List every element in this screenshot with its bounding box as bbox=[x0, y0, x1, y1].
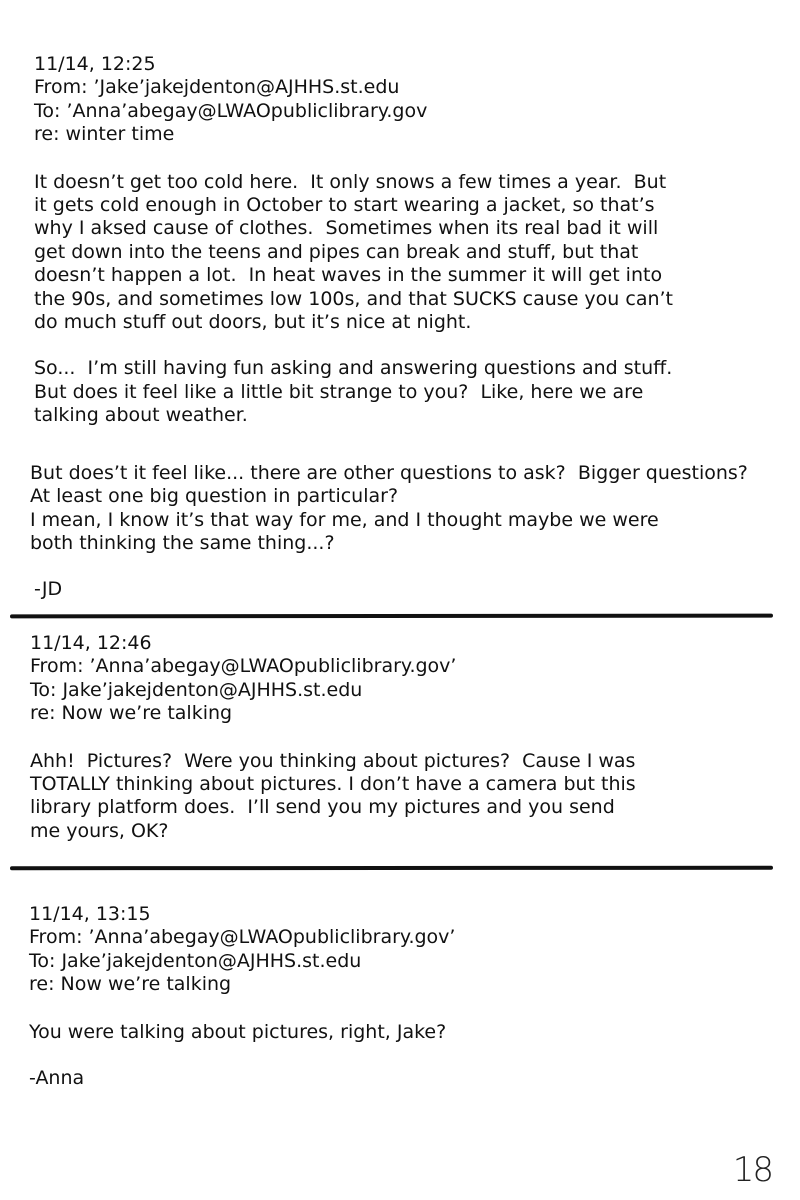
body-line: me yours, OK? bbox=[30, 819, 169, 842]
email-headers bbox=[29, 903, 455, 997]
body-line: At least one big question in particular? bbox=[30, 485, 399, 508]
body-line: get down into the teens and pipes can break and stuff, but that bbox=[34, 240, 639, 263]
body-line: TOTALLY thinking about pictures. I don’t have a camera but this bbox=[30, 773, 636, 796]
body-line: But does’t it feel like... there are other questions to ask? Bigger questions? bbox=[30, 461, 748, 484]
panel-divider bbox=[10, 614, 773, 619]
email-headers bbox=[30, 632, 636, 726]
body-line: why I aksed cause of clothes. Sometimes when its real bad it will bbox=[34, 217, 659, 240]
email-signature: -JD bbox=[34, 578, 63, 601]
email-subject: re: Now we’re talking bbox=[30, 702, 233, 725]
body-line: both thinking the same thing...? bbox=[30, 531, 335, 554]
email-from: From: ’Anna’abegay@LWAOpubliclibrary.gov’ bbox=[30, 655, 457, 678]
email-paragraph bbox=[34, 357, 748, 427]
body-line: But does it feel like a little bit strange to you? Like, here we are bbox=[34, 380, 644, 403]
email-paragraph bbox=[30, 750, 636, 844]
email-message-3 bbox=[29, 903, 455, 1090]
body-line: do much stuff out doors, but it’s nice at night. bbox=[34, 311, 472, 334]
email-to: To: Jake’jakejdenton@AJHHS.st.edu bbox=[30, 678, 363, 701]
email-to: To: Jake’jakejdenton@AJHHS.st.edu bbox=[29, 949, 362, 972]
email-message-2 bbox=[30, 632, 636, 866]
body-line: It doesn’t get too cold here. It only snows a few times a year. But bbox=[34, 170, 667, 193]
email-subject: re: winter time bbox=[34, 123, 175, 146]
body-line: the 90s, and sometimes low 100s, and that SUCKS cause you can’t bbox=[34, 287, 674, 310]
email-signature: -Anna bbox=[29, 1067, 85, 1090]
email-paragraph bbox=[29, 1021, 455, 1044]
body-line: So... I’m still having fun asking and answering questions and stuff. bbox=[34, 357, 673, 380]
body-line: it gets cold enough in October to start wearing a jacket, so that’s bbox=[34, 194, 655, 217]
email-headers bbox=[34, 53, 748, 147]
body-line: Ahh! Pictures? Were you thinking about pictures? Cause I was bbox=[30, 749, 636, 772]
email-message-1 bbox=[30, 53, 748, 602]
email-timestamp: 11/14, 12:46 bbox=[30, 632, 152, 654]
body-line: You were talking about pictures, right, Jake? bbox=[29, 1020, 447, 1043]
page-number: 18 bbox=[732, 1150, 772, 1190]
body-line: I mean, I know it’s that way for me, and I thought maybe we were bbox=[30, 508, 659, 531]
email-from: From: ’Anna’abegay@LWAOpubliclibrary.gov’ bbox=[29, 926, 456, 949]
email-timestamp: 11/14, 13:15 bbox=[29, 903, 151, 925]
email-to: To: ’Anna’abegay@LWAOpubliclibrary.gov bbox=[34, 99, 428, 122]
body-line: talking about weather. bbox=[34, 404, 248, 427]
email-subject: re: Now we’re talking bbox=[29, 973, 232, 996]
email-from: From: ’Jake’jakejdenton@AJHHS.st.edu bbox=[34, 76, 400, 99]
email-timestamp: 11/14, 12:25 bbox=[34, 53, 156, 75]
panel-divider bbox=[10, 866, 773, 871]
body-line: library platform does. I’ll send you my pictures and you send bbox=[30, 796, 615, 819]
email-paragraph bbox=[34, 171, 748, 335]
email-paragraph bbox=[30, 462, 748, 556]
body-line: doesn’t happen a lot. In heat waves in the summer it will get into bbox=[34, 264, 663, 287]
